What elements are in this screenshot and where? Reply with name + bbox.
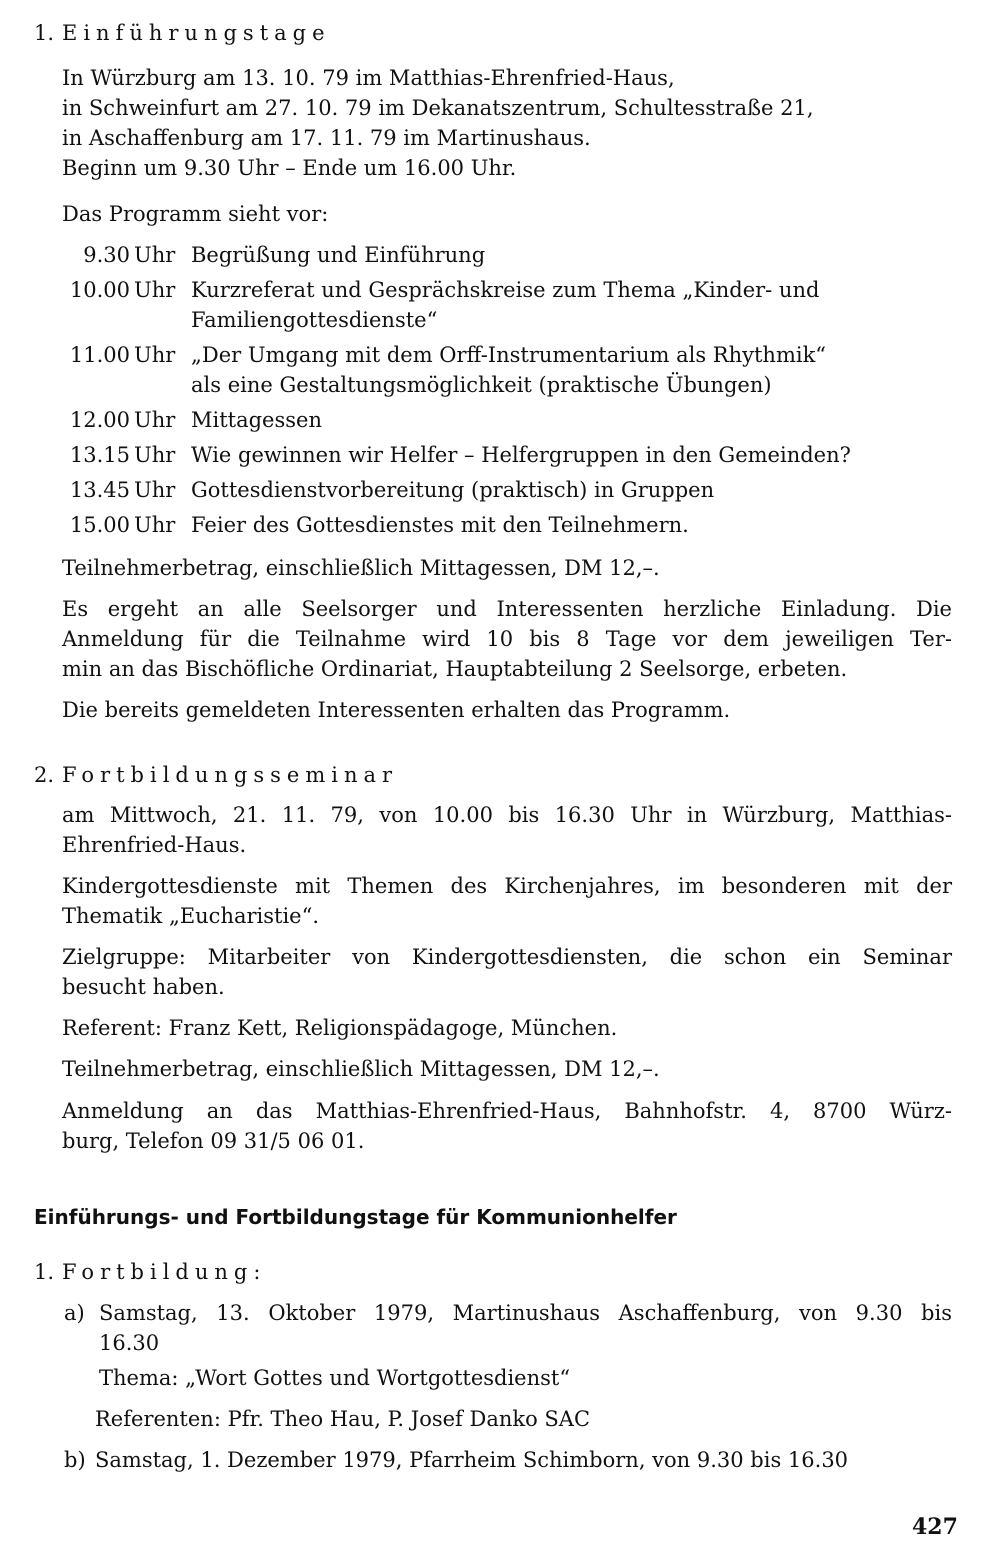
- schedule-desc: Kurzreferat und Gesprächskreise zum Thema „Kinder- und: [191, 278, 820, 302]
- seminar-topic-line: Kindergottesdienste mit Themen des Kirchenjahres, im besonderen mit der: [62, 874, 952, 898]
- schedule-desc: Feier des Gottesdienstes mit den Teilnehmern.: [191, 513, 689, 537]
- item-a-line: Samstag, 13. Oktober 1979, Martinushaus Aschaffenburg, von 9.30 bis: [99, 1301, 952, 1325]
- schedule-desc: Begrüßung und Einführung: [191, 243, 486, 267]
- schedule-unit: Uhr: [134, 513, 176, 537]
- page-number: 427: [912, 1514, 958, 1540]
- invitation-line: Es ergeht an alle Seelsorger und Interessenten herzliche Einladung. Die: [62, 597, 952, 621]
- section2-heading: Fortbildungsseminar: [62, 763, 399, 787]
- schedule-unit: Uhr: [134, 478, 176, 502]
- schedule-unit: Uhr: [134, 443, 176, 467]
- subsection-heading: Fortbildung:: [62, 1260, 267, 1284]
- schedule-desc: Gottesdienstvorbereitung (praktisch) in Gruppen: [191, 478, 715, 502]
- section1-heading: Einführungstage: [62, 21, 331, 45]
- item-a-thema: Thema: „Wort Gottes und Wortgottesdienst“: [99, 1366, 571, 1390]
- item-a-label: a): [64, 1301, 85, 1325]
- section3-heading: Einführungs- und Fortbildungstage für Kommunionhelfer: [34, 1205, 677, 1229]
- note-line: Die bereits gemeldeten Interessenten erhalten das Programm.: [62, 698, 731, 722]
- schedule-desc-cont: Familiengottesdienste“: [191, 308, 438, 332]
- target-group-line: besucht haben.: [62, 975, 225, 999]
- schedule-desc-cont: als eine Gestaltungsmöglichkeit (praktische Übungen): [191, 373, 772, 397]
- schedule-time: 9.30: [83, 243, 130, 267]
- fee-line: Teilnehmerbetrag, einschließlich Mittagessen, DM 12,–.: [62, 556, 660, 580]
- schedule-time: 12.00: [69, 408, 130, 432]
- venue-line: in Aschaffenburg am 17. 11. 79 im Martinushaus.: [62, 126, 591, 150]
- item-a-referenten: Referenten: Pfr. Theo Hau, P. Josef Danko SAC: [95, 1407, 591, 1431]
- schedule-time: 10.00: [69, 278, 130, 302]
- registration-line: burg, Telefon 09 31/5 06 01.: [62, 1129, 365, 1153]
- section2-number: 2.: [34, 763, 55, 787]
- seminar-topic-line: Thematik „Eucharistie“.: [62, 904, 320, 928]
- seminar-date-line: Ehrenfried-Haus.: [62, 833, 247, 857]
- schedule-desc: „Der Umgang mit dem Orff-Instrumentarium als Rhythmik“: [191, 343, 827, 367]
- schedule-unit: Uhr: [134, 243, 176, 267]
- referent-line: Referent: Franz Kett, Religionspädagoge, München.: [62, 1016, 618, 1040]
- venue-line: in Schweinfurt am 27. 10. 79 im Dekanatszentrum, Schultesstraße 21,: [62, 96, 814, 120]
- programm-intro: Das Programm sieht vor:: [62, 202, 329, 226]
- fee-line: Teilnehmerbetrag, einschließlich Mittagessen, DM 12,–.: [62, 1057, 660, 1081]
- schedule-unit: Uhr: [134, 408, 176, 432]
- section1-number: 1.: [34, 21, 55, 45]
- subsection-number: 1.: [34, 1260, 55, 1284]
- item-a-line: 16.30: [99, 1331, 160, 1355]
- schedule-time: 13.15: [69, 443, 130, 467]
- schedule-time: 11.00: [69, 343, 130, 367]
- item-b-line: Samstag, 1. Dezember 1979, Pfarrheim Schimborn, von 9.30 bis 16.30: [95, 1448, 849, 1472]
- time-range-line: Beginn um 9.30 Uhr – Ende um 16.00 Uhr.: [62, 156, 517, 180]
- schedule-unit: Uhr: [134, 278, 176, 302]
- registration-line: Anmeldung an das Matthias-Ehrenfried-Haus, Bahnhofstr. 4, 8700 Würz-: [62, 1099, 952, 1123]
- venue-line: In Würzburg am 13. 10. 79 im Matthias-Ehrenfried-Haus,: [62, 66, 675, 90]
- schedule-unit: Uhr: [134, 343, 176, 367]
- invitation-line: Anmeldung für die Teilnahme wird 10 bis 8 Tage vor dem jeweiligen Ter-: [62, 627, 952, 651]
- schedule-desc: Wie gewinnen wir Helfer – Helfergruppen in den Gemeinden?: [191, 443, 851, 467]
- invitation-line: min an das Bischöfliche Ordinariat, Hauptabteilung 2 Seelsorge, erbeten.: [62, 657, 848, 681]
- item-b-label: b): [64, 1448, 86, 1472]
- seminar-date-line: am Mittwoch, 21. 11. 79, von 10.00 bis 16.30 Uhr in Würzburg, Matthias-: [62, 803, 952, 827]
- schedule-time: 13.45: [69, 478, 130, 502]
- schedule-time: 15.00: [69, 513, 130, 537]
- schedule-desc: Mittagessen: [191, 408, 322, 432]
- target-group-line: Zielgruppe: Mitarbeiter von Kindergottesdiensten, die schon ein Seminar: [62, 945, 952, 969]
